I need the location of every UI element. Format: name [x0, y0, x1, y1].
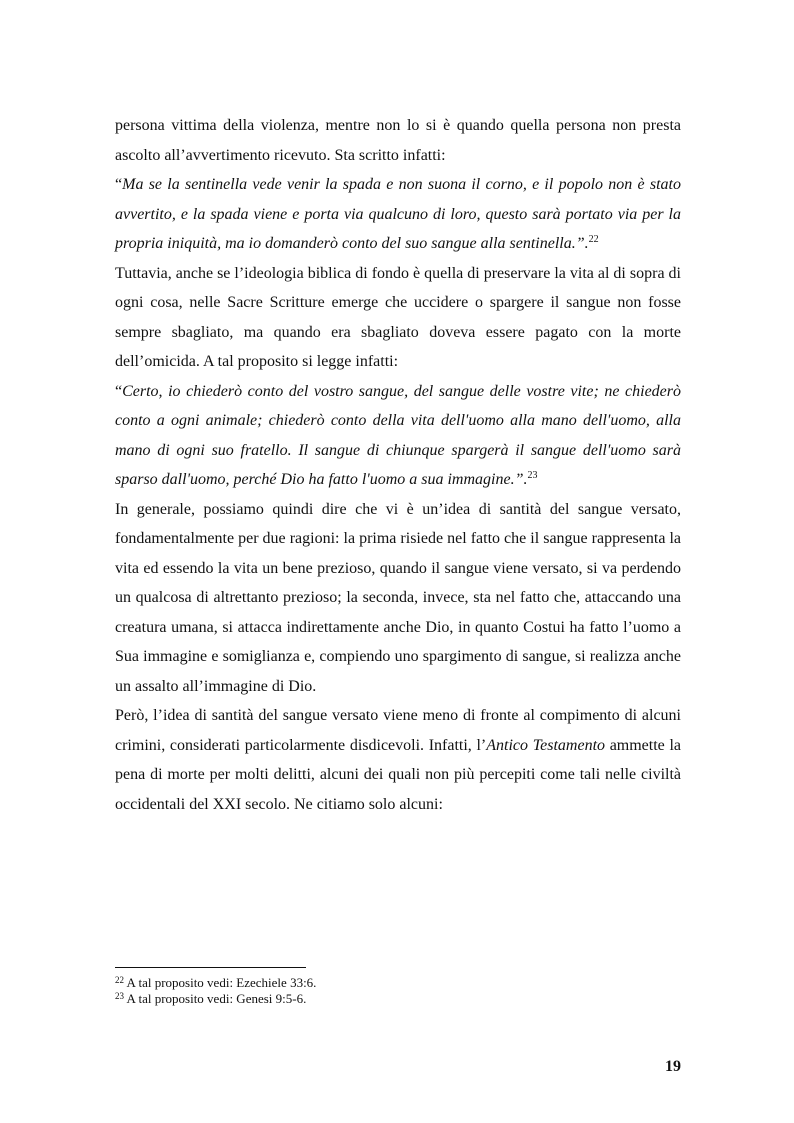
paragraph: Tuttavia, anche se l’ideologia biblica di fondo è quella di preservare la vita al di sopra di ogni cosa, nelle Sacre Scritture emerge che uccidere o spargere il sangue non fosse sempre sbagliato, ma quando era sbagliato doveva essere pagato con la morte dell’omicida. A tal proposito si legge infatti: — [115, 264, 681, 370]
paragraph: persona vittima della violenza, mentre non lo si è quando quella persona non presta ascolto all’avvertimento ricevuto. Sta scritto infatti: — [115, 117, 681, 164]
quote-open-mark: “ — [115, 382, 123, 400]
footnote-ref[interactable]: 22 — [588, 234, 599, 245]
quote-close-mark: ”. — [575, 235, 589, 252]
footnote-text: A tal proposito vedi: Ezechiele 33:6. — [124, 975, 317, 990]
quote-open-mark: “ — [115, 176, 123, 193]
footnote-text: A tal proposito vedi: Genesi 9:5-6. — [124, 991, 307, 1006]
quote-text: Certo, io chiederò conto del vostro sangue, del sangue delle vostre vite; ne chiederò conto a ogni animale; chiederò conto della vita dell'uomo alla mano dell'uomo, alla mano di ogni suo fratello. Il sangue di chiunque spargerà il sangue dell'uomo sarà sparso dall'uomo, perché Dio ha fatto l'uomo a sua immagine. — [115, 382, 681, 488]
bible-quote-ezekiel — [115, 170, 681, 259]
footnote-number: 22 — [115, 975, 124, 985]
footnote — [115, 991, 681, 1007]
paragraph: In generale, possiamo quindi dire che vi è un’idea di santità del sangue versato, fondamentalmente per due ragioni: la prima risiede nel fatto che il sangue rappresenta la vita ed essendo la vita un bene prezioso, quando il sangue viene versato, si va perdendo un qualcosa di altrettanto prezioso; la seconda, invece, sta nel fatto che, attaccando una creatura umana, si attacca indirettamente anche Dio, in quanto Costui ha fatto l’uomo a Sua immagine e somiglianza e, compiendo uno spargimento di sangue, si realizza anche un assalto all’immagine di Dio. — [115, 500, 681, 695]
footnote-number: 23 — [115, 991, 124, 1001]
paragraph-text: ammette la pena di morte per molti delitti, alcuni dei quali non più percepiti come tali nelle civiltà occidentali del XXI secolo. Ne citiamo solo alcuni: — [115, 736, 681, 813]
book-title: Antico Testamento — [486, 736, 606, 754]
footnote-ref[interactable]: 23 — [527, 470, 538, 481]
bible-quote-genesis — [115, 377, 681, 495]
paragraph — [115, 701, 681, 819]
quote-close-mark: ”. — [514, 471, 528, 488]
page-number: 19 — [665, 1058, 681, 1075]
body-text — [115, 111, 681, 819]
footnotes — [115, 975, 681, 1007]
quote-text: Ma se la sentinella vede venir la spada e non suona il corno, e il popolo non è stato avvertito, e la spada viene e porta via qualcuno di loro, questo sarà portato via per la propria iniquità, ma io domanderò conto del suo sangue alla sentinella. — [115, 176, 681, 252]
footnote — [115, 975, 681, 991]
footnote-separator — [115, 967, 306, 968]
paragraph-text: Però, l’idea di santità del sangue versato viene meno di fronte al compimento di alcuni crimini, considerati particolarmente disdicevoli. Infatti, l’ — [115, 707, 681, 754]
